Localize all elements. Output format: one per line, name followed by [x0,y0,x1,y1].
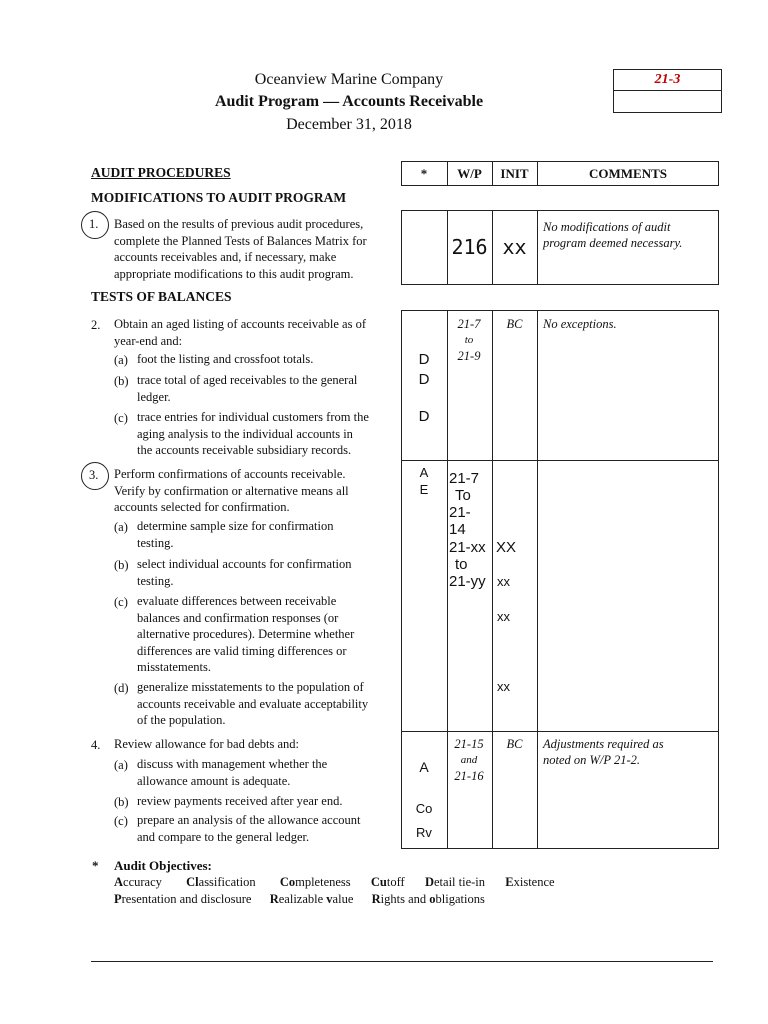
step4-objective-rv: Rv [416,825,432,840]
col-header-init: INIT [500,166,529,181]
wp-reference-divider [613,90,722,91]
step3-init-1: XX [496,539,517,556]
step3-init-3: xx [497,609,510,624]
col-header-comments: COMMENTS [589,166,667,181]
page-title: Audit Program — Accounts Receivable [214,93,484,110]
step2-wp: 21-7 to 21-9 [457,317,481,363]
step3-sub-d-label: (d) [114,681,129,695]
step2-init: BC [506,317,523,331]
step3-objective-a: A [419,465,429,480]
step4-sub-c: prepare an analysis of the allowance account and compare to the general ledger. [137,813,361,844]
step2-text: Obtain an aged listing of accounts receivable as of year-end and: [114,317,366,348]
step3-sub-c-label: (c) [114,595,128,609]
step1-comment: No modifications of audit program deemed necessary. [543,220,683,250]
col-divider [492,310,493,849]
step3-wp-6: to [455,556,468,573]
step1-text: Based on the results of previous audit procedures, complete the Planned Tests of Balances Matrix for accounts receivables and, if necessary, make appropriate modifications to this audit program. [114,217,367,281]
step3-wp-5: 21-xx [449,539,486,556]
step4-init: BC [506,737,523,751]
step2-objective-c: D [418,408,430,425]
footer-rule [91,961,713,962]
objective-detail-tie-in: Detail tie-in [424,875,486,889]
step2-sub-c: trace entries for individual customers from the aging analysis to the individual accounts in the accounts receivable subsidiary records. [137,410,369,457]
step2-sub-b-label: (b) [114,374,129,388]
row-divider [401,731,719,732]
step2-number: 2. [91,318,101,332]
col-divider [537,310,538,849]
legend-title: Audit Objectives: [114,858,212,873]
modifications-heading: MODIFICATIONS TO AUDIT PROGRAM [91,190,347,205]
step3-sub-d: generalize misstatements to the population of accounts receivable and evaluate acceptability of the population. [137,680,369,727]
step3-wp-3: 21- [449,504,471,521]
objective-rights-obligations: Rights and obligations [371,892,485,906]
step2-sub-a: foot the listing and crossfoot totals. [137,352,314,366]
col-header-star: * [420,166,428,181]
objective-existence: Existence [505,875,555,889]
step1-wp: 216 [451,235,488,259]
objective-cutoff: Cutoff [370,875,405,889]
tests-heading: TESTS OF BALANCES [91,289,232,304]
step4-sub-b-label: (b) [114,795,129,809]
step2-sub-b: trace total of aged receivables to the general ledger. [137,373,358,404]
step3-init-4: xx [497,679,510,694]
step3-init-2: xx [497,574,510,589]
step1-number: 1. [89,217,99,231]
step4-wp: 21-15 and 21-16 [454,737,484,783]
step4-sub-b: review payments received after year end. [137,794,343,808]
step2-objective-b: D [418,371,430,388]
wp-reference: 21-3 [654,72,681,87]
company-name: Oceanview Marine Company [254,71,444,88]
audit-procedures-heading: AUDIT PROCEDURES [91,165,231,180]
col-divider [537,210,538,285]
step4-number: 4. [91,738,101,752]
legend-row-2 [114,893,485,906]
legend-star: * [92,858,99,873]
step2-comment: No exceptions. [543,317,617,331]
objective-classification: Classification [186,875,256,889]
step2-sub-a-label: (a) [114,353,128,367]
step3-text: Perform confirmations of accounts receivable. Verify by confirmation or alternative means all accounts selected for confirmation. [114,467,349,514]
step3-wp-1: 21-7 [449,470,480,487]
step3-wp-4: 14 [449,521,466,538]
step3-sub-b-label: (b) [114,558,129,572]
objective-realizable-value: Realizable value [269,892,354,906]
step3-wp-7: 21-yy [449,573,486,590]
objective-completeness: Completeness [279,875,351,889]
step3-number: 3. [89,468,99,482]
step3-sub-b: select individual accounts for confirmation testing. [137,557,352,588]
step1-init: xx [502,235,527,259]
step4-sub-a-label: (a) [114,758,128,772]
col-header-wp: W/P [457,166,482,181]
step4-objective-a: A [419,759,429,775]
step4-comment: Adjustments required as noted on W/P 21-2. [543,737,664,767]
step3-sub-c: evaluate differences between receivable balances and confirmation responses (or alternative procedures). Determine whether differences are valid timing differences or misstatements. [137,594,355,674]
col-divider [492,210,493,285]
step2-sub-c-label: (c) [114,411,128,425]
step3-sub-a: determine sample size for confirmation testing. [137,519,334,550]
objective-accuracy: Accuracy [114,875,162,889]
row-divider [401,460,719,461]
step4-text: Review allowance for bad debts and: [114,737,300,751]
page-date: December 31, 2018 [286,116,412,133]
step4-objective-co: Co [415,801,433,816]
step4-sub-a: discuss with management whether the allowance amount is adequate. [137,757,328,788]
legend-row-1 [114,876,555,889]
step3-sub-a-label: (a) [114,520,128,534]
step3-wp-2: To [455,487,471,504]
objective-presentation: Presentation and disclosure [114,892,252,906]
step4-sub-c-label: (c) [114,814,128,828]
step2-objective-a: D [418,351,430,368]
step3-objective-e: E [419,482,429,497]
